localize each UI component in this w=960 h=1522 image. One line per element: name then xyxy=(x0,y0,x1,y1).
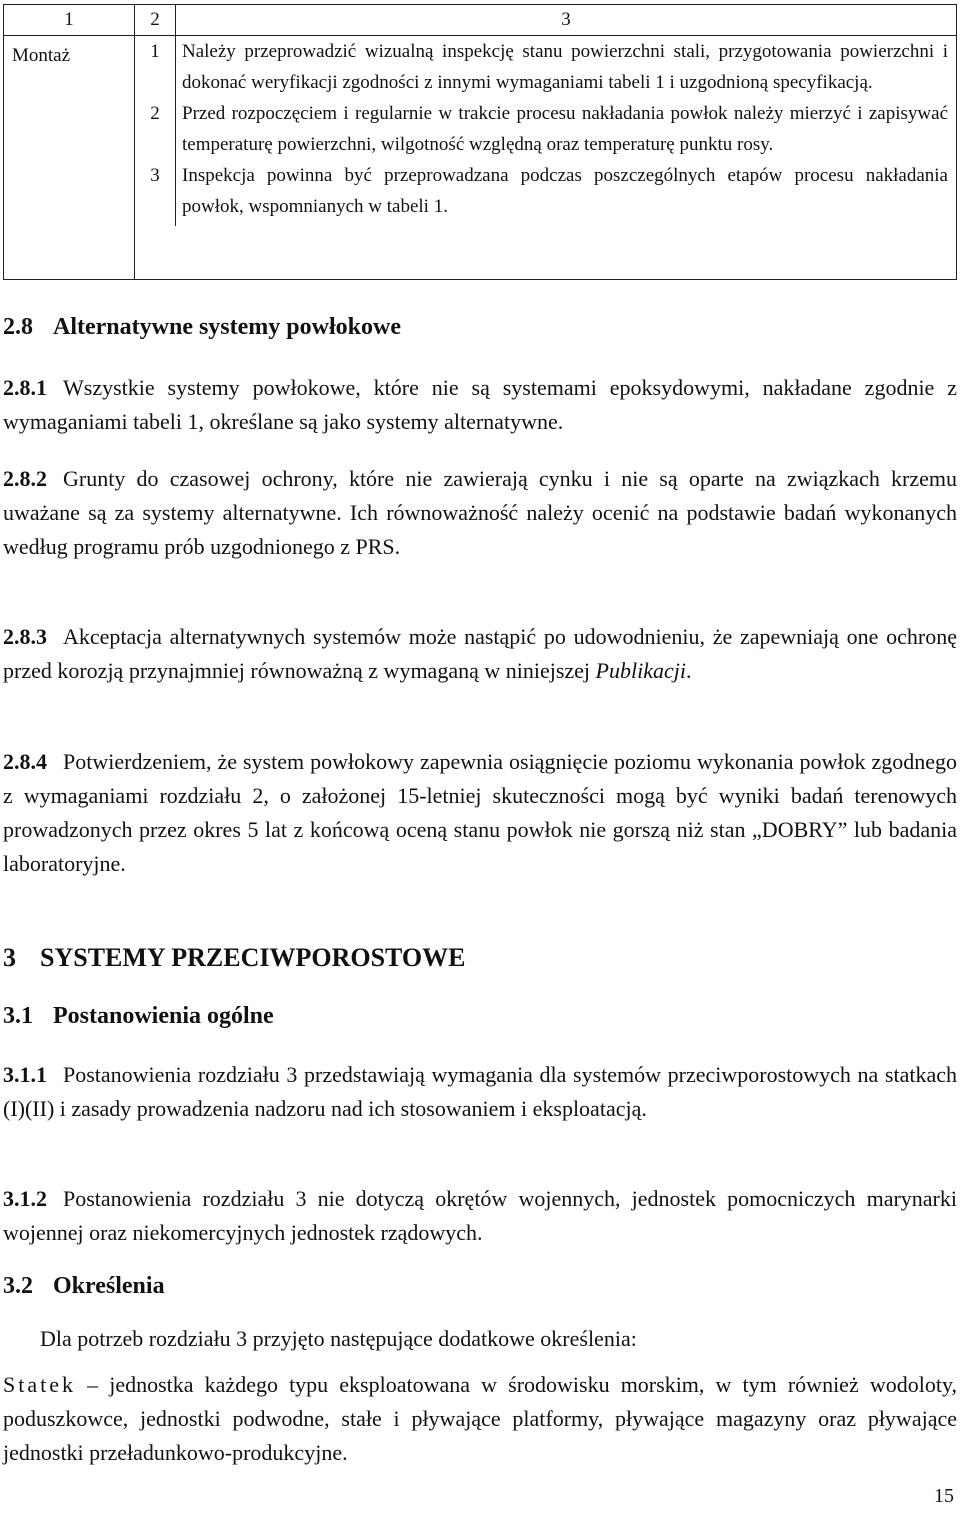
section-heading-2-8: 2.8 Alternatywne systemy powłokowe xyxy=(3,314,401,340)
item-number: 1 xyxy=(150,41,160,62)
table-row xyxy=(4,36,957,280)
inspection-table xyxy=(3,4,957,280)
item-text: Należy przeprowadzić wizualną inspekcję stanu powierzchni stali, przygotowania powierzchni i dokonać weryfikacji zgodności z innymi wymaganiami tabeli 1 i uzgodnioną specyfikacją. xyxy=(175,36,956,98)
chapter-heading-3: 3 SYSTEMY PRZECIWPOROSTOWE xyxy=(3,943,466,972)
table-header-cell: 3 xyxy=(176,5,957,36)
definition-statek xyxy=(3,1368,957,1470)
item-number: 2 xyxy=(150,103,160,124)
definitions-intro: Dla potrzeb rozdziału 3 przyjęto następujące dodatkowe określenia: xyxy=(40,1326,637,1351)
section-heading-3-1: 3.1 Postanowienia ogólne xyxy=(3,1003,274,1029)
paragraph-2-8-4: 2.8.4 Potwierdzeniem, że system powłokowy zapewnia osiągnięcie poziomu wykonania powłok zgodnego z wymaganiami rozdziału 2, o założonej 15-letniej skuteczności mogą być wyniki badań terenowych prowadzonych przez okres 5 lat z końcową oceną stanu powłok nie gorszą niż stan „DOBRY” lub badania laboratoryjne. xyxy=(3,749,957,876)
list-item xyxy=(135,160,956,226)
table-header-cell: 2 xyxy=(135,5,176,36)
definition-text: – jednostka każdego typu eksploatowana w środowisku morskim, w tym również wodoloty, poduszkowce, jednostki podwodne, stałe i pływające platformy, pływające magazyny oraz pływające jednostki przeładunkowo-produkcyjne. xyxy=(3,1372,958,1465)
item-number: 3 xyxy=(150,165,160,186)
paragraph-2-8-1: 2.8.1 Wszystkie systemy powłokowe, które nie są systemami epoksydowymi, nakładane zgodnie z wymaganiami tabeli 1, określane są jako systemy alternatywne. xyxy=(3,375,957,434)
table-items-cell xyxy=(135,36,957,280)
page-number: 15 xyxy=(934,1485,954,1507)
table-header-row xyxy=(4,5,957,36)
section-heading-3-2: 3.2 Określenia xyxy=(3,1273,165,1299)
paragraph-2-8-2: 2.8.2 Grunty do czasowej ochrony, które nie zawierają cynku i nie są oparte na związkach krzemu uważane są za systemy alternatywne. Ich równoważność należy ocenić na podstawie badań wykonanych według programu prób uzgodnionego z PRS. xyxy=(3,466,957,559)
table-header-cell: 1 xyxy=(4,5,135,36)
paragraph-3-1-2: 3.1.2 Postanowienia rozdziału 3 nie dotyczą okrętów wojennych, jednostek pomocniczych marynarki wojennej oraz niekomercyjnych jednostek rządowych. xyxy=(3,1186,957,1245)
item-text: Inspekcja powinna być przeprowadzana podczas poszczególnych etapów procesu nakładania powłok, wspomnianych w tabeli 1. xyxy=(175,160,956,226)
list-item xyxy=(135,98,956,160)
item-text: Przed rozpoczęciem i regularnie w trakcie procesu nakładania powłok należy mierzyć i zapisywać temperaturę powierzchni, wilgotność względną oraz temperaturę punktu rosy. xyxy=(175,98,956,160)
row-label: Montaż xyxy=(4,36,135,280)
definition-term: Statek xyxy=(3,1372,76,1397)
paragraph-2-8-3: 2.8.3 Akceptacja alternatywnych systemów może nastąpić po udowodnieniu, że zapewniają one ochronę przed korozją przynajmniej równoważną z wymaganą w niniejszej Publikacji. xyxy=(3,624,957,683)
list-item xyxy=(135,36,956,98)
paragraph-3-1-1: 3.1.1 Postanowienia rozdziału 3 przedstawiają wymagania dla systemów przeciwporostowych na statkach (I)(II) i zasady prowadzenia nadzoru nad ich stosowaniem i eksploatacją. xyxy=(3,1062,957,1121)
